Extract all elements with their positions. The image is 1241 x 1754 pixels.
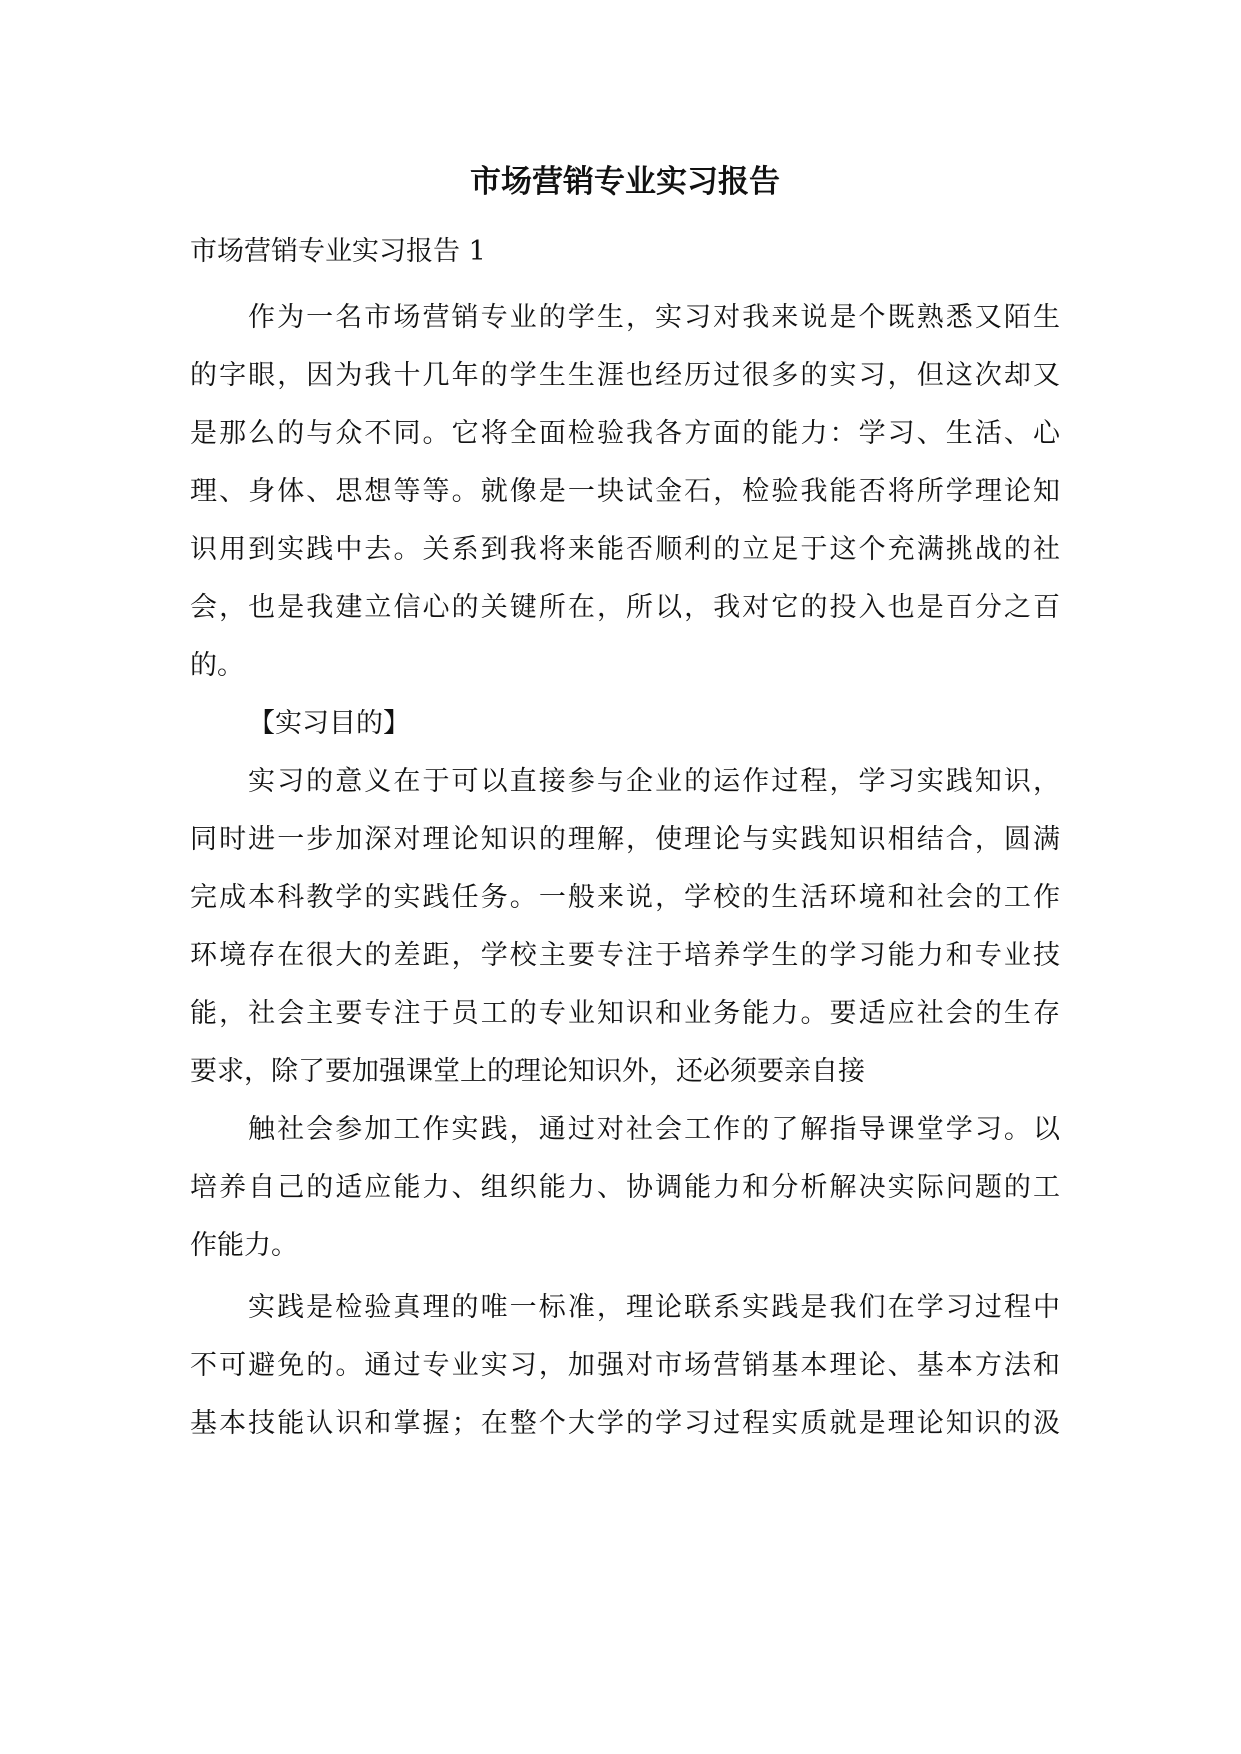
section-heading: 【实习目的】 [248, 708, 410, 739]
document-title: 市场营销专业实习报告 [470, 164, 780, 200]
paragraph-line: 能，社会主要专注于员工的专业知识和业务能力。要适应社会的生存 [190, 998, 1060, 1029]
paragraph-line: 会，也是我建立信心的关键所在，所以，我对它的投入也是百分之百 [190, 592, 1060, 623]
paragraph-line: 理、身体、思想等等。就像是一块试金石，检验我能否将所学理论知 [190, 476, 1060, 507]
paragraph-line: 环境存在很大的差距，学校主要专注于培养学生的学习能力和专业技 [190, 940, 1060, 971]
paragraph-line: 要求，除了要加强课堂上的理论知识外，还必须要亲自接 [190, 1056, 865, 1087]
paragraph-line: 实习的意义在于可以直接参与企业的运作过程，学习实践知识， [248, 766, 1060, 797]
paragraph-line: 同时进一步加深对理论知识的理解，使理论与实践知识相结合，圆满 [190, 824, 1060, 855]
paragraph-line: 不可避免的。通过专业实习，加强对市场营销基本理论、基本方法和 [190, 1350, 1060, 1381]
paragraph-line: 作为一名市场营销专业的学生，实习对我来说是个既熟悉又陌生 [248, 302, 1060, 333]
paragraph-line: 是那么的与众不同。它将全面检验我各方面的能力：学习、生活、心 [190, 418, 1060, 449]
paragraph-line: 完成本科教学的实践任务。一般来说，学校的生活环境和社会的工作 [190, 882, 1060, 913]
paragraph-line: 触社会参加工作实践，通过对社会工作的了解指导课堂学习。以 [248, 1114, 1060, 1145]
paragraph-line: 培养自己的适应能力、组织能力、协调能力和分析解决实际问题的工 [190, 1172, 1060, 1203]
paragraph-line: 的。 [190, 650, 244, 681]
document-subtitle: 市场营销专业实习报告 1 [190, 236, 486, 267]
paragraph-line: 实践是检验真理的唯一标准，理论联系实践是我们在学习过程中 [248, 1292, 1060, 1323]
paragraph-line: 基本技能认识和掌握；在整个大学的学习过程实质就是理论知识的汲 [190, 1408, 1060, 1439]
paragraph-line: 的字眼，因为我十几年的学生生涯也经历过很多的实习，但这次却又 [190, 360, 1060, 391]
paragraph-line: 作能力。 [190, 1230, 298, 1261]
paragraph-line: 识用到实践中去。关系到我将来能否顺利的立足于这个充满挑战的社 [190, 534, 1060, 565]
